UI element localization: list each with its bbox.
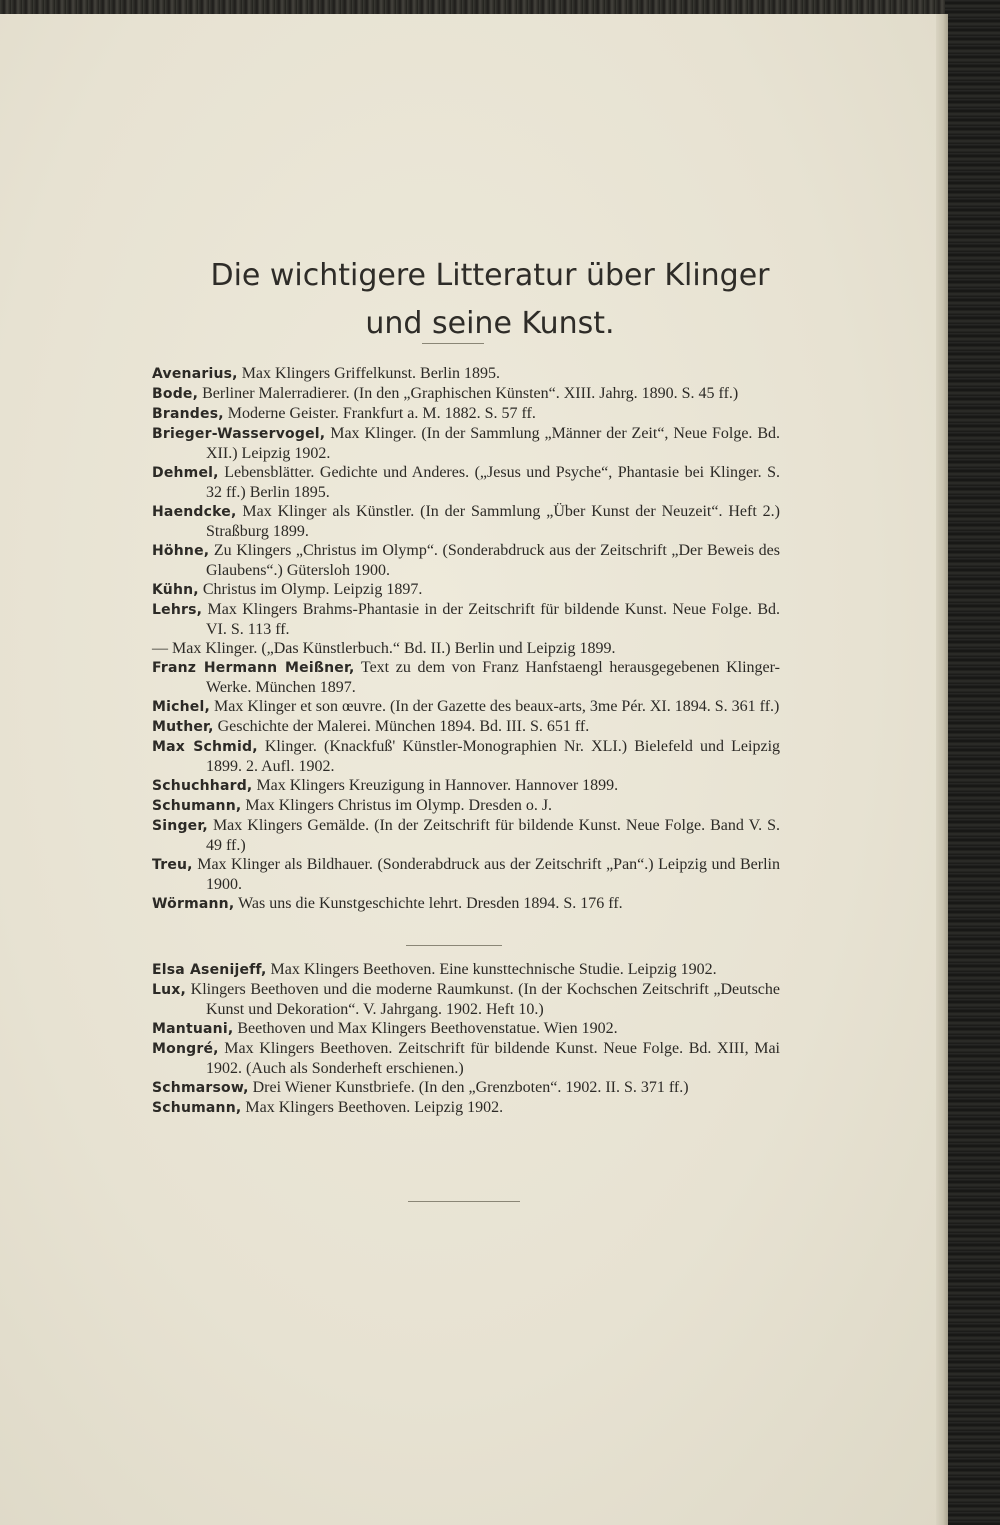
entry-text: Max Klingers Griffelkunst. Berlin 1895. [241,365,501,382]
bibliography-entry [152,658,780,697]
bibliography-entry [152,816,780,855]
entry-text: Max Klingers Beethoven. Eine kunsttechnische Studie. Leipzig 1902. [270,961,717,978]
entry-text: Drei Wiener Kunstbriefe. (In den „Grenzboten“. 1902. II. S. 371 ff.) [252,1079,689,1096]
entry-text: Geschichte der Malerei. München 1894. Bd. III. S. 651 ff. [217,718,590,735]
bibliography-entry [152,463,780,502]
entry-author: Muther, [152,719,214,735]
entry-text: Max Klingers Christus im Olymp. Dresden o. J. [245,797,553,814]
entry-author: Mantuani, [152,1021,234,1037]
entry-author: Haendcke, [152,504,237,520]
beethoven-bibliography-list [152,960,780,1118]
entry-text: Max Klingers Gemälde. (In der Zeitschrift für bildende Kunst. Neue Folge. Band V. S. 49 ff.) [206,817,781,854]
bibliography-entry [152,600,780,639]
title-divider [422,343,484,344]
entry-text: Berliner Malerradierer. (In den „Graphischen Künsten“. XIII. Jahrg. 1890. S. 45 ff.) [202,385,739,402]
bibliography-entry [152,1019,780,1039]
title-line-2: und seine Kunst. [365,306,615,341]
entry-author: Franz Hermann Meißner, [152,660,355,676]
entry-text: — Max Klinger. („Das Künstlerbuch.“ Bd. II.) Berlin und Leipzig 1899. [152,640,616,657]
entry-author: Treu, [152,857,193,873]
bibliography-entry [152,980,780,1019]
entry-text: Max Klinger et son œuvre. (In der Gazette des beaux-arts, 3me Pér. XI. 1894. S. 361 ff.) [214,698,780,715]
bibliography-entry [152,639,780,658]
bibliography-entry [152,1078,780,1098]
section-divider [406,945,502,946]
entry-author: Brieger-Wasservogel, [152,426,326,442]
bibliography-entry [152,580,780,600]
bibliography-entry [152,697,780,717]
entry-text: Christus im Olymp. Leipzig 1897. [202,581,423,598]
bibliography-entry [152,737,780,776]
page-edge [936,14,948,1525]
bibliography-entry [152,502,780,541]
entry-author: Max Schmid, [152,739,258,755]
entry-author: Schuchhard, [152,778,253,794]
book-page [0,14,948,1525]
entry-text: Max Klinger als Bildhauer. (Sonderabdruck aus der Zeitschrift „Pan“.) Leipzig und Berlin 1900. [197,856,780,893]
entry-author: Wörmann, [152,896,235,912]
page-title [110,252,870,348]
entry-author: Schumann, [152,1100,242,1116]
entry-author: Dehmel, [152,465,219,481]
entry-author: Höhne, [152,543,210,559]
bibliography-entry [152,404,780,424]
bibliography-list [152,364,780,914]
entry-text: Max Klingers Beethoven. Zeitschrift für bildende Kunst. Neue Folge. Bd. XIII, Mai 1902. (Auch als Sonderheft erschienen.) [206,1040,780,1077]
bibliography-entry [152,384,780,404]
bibliography-entry [152,717,780,737]
bibliography-entry [152,960,780,980]
bibliography-entry [152,855,780,894]
bibliography-entry [152,776,780,796]
entry-text: Klingers Beethoven und die moderne Raumkunst. (In der Kochschen Zeitschrift „Deutsche Kunst und Dekoration“. V. Jahrgang. 1902. Heft 10.) [190,981,781,1018]
bibliography-entry [152,1039,780,1078]
entry-text: Zu Klingers „Christus im Olymp“. (Sonderabdruck aus der Zeitschrift „Der Beweis des Glaubens“.) Gütersloh 1900. [206,542,781,579]
entry-text: Lebensblätter. Gedichte und Anderes. („Jesus und Psyche“, Phantasie bei Klinger. S. 32 ff.) Berlin 1895. [206,464,781,501]
bibliography-entry [152,894,780,914]
entry-author: Lehrs, [152,602,203,618]
bibliography-entry [152,1098,780,1118]
entry-text: Was uns die Kunstgeschichte lehrt. Dresden 1894. S. 176 ff. [238,895,623,912]
entry-text: Max Klinger als Künstler. (In der Sammlung „Über Kunst der Neuzeit“. Heft 2.) Straßburg 1899. [206,503,781,540]
entry-author: Michel, [152,699,211,715]
entry-text: Max Klinger. (In der Sammlung „Männer der Zeit“, Neue Folge. Bd. XII.) Leipzig 1902. [206,425,780,462]
entry-text: Text zu dem von Franz Hanfstaengl herausgegebenen Klinger-Werke. München 1897. [206,659,780,696]
entry-text: Max Klingers Brahms-Phantasie in der Zeitschrift für bildende Kunst. Neue Folge. Bd. VI. S. 113 ff. [206,601,781,638]
bibliography-entry [152,424,780,463]
bibliography-entry [152,541,780,580]
entry-text: Beethoven und Max Klingers Beethovenstatue. Wien 1902. [237,1020,618,1037]
entry-author: Avenarius, [152,366,238,382]
entry-text: Klinger. (Knackfuß' Künstler-Monographien Nr. XLI.) Bielefeld und Leipzig 1899. 2. Aufl. 1902. [206,738,781,775]
entry-author: Bode, [152,386,199,402]
entry-text: Max Klingers Kreuzigung in Hannover. Hannover 1899. [256,777,619,794]
title-line-1: Die wichtigere Litteratur über Klinger [210,258,770,293]
entry-author: Kühn, [152,582,199,598]
entry-author: Schumann, [152,798,242,814]
entry-author: Mongré, [152,1041,219,1057]
entry-author: Elsa Asenijeff, [152,962,267,978]
entry-author: Brandes, [152,406,224,422]
end-divider [408,1201,520,1202]
entry-author: Singer, [152,818,208,834]
entry-text: Max Klingers Beethoven. Leipzig 1902. [245,1099,504,1116]
bibliography-entry [152,796,780,816]
book-binding [945,0,1000,1525]
entry-text: Moderne Geister. Frankfurt a. M. 1882. S. 57 ff. [227,405,536,422]
entry-author: Lux, [152,982,187,998]
entry-author: Schmarsow, [152,1080,249,1096]
bibliography-entry [152,364,780,384]
